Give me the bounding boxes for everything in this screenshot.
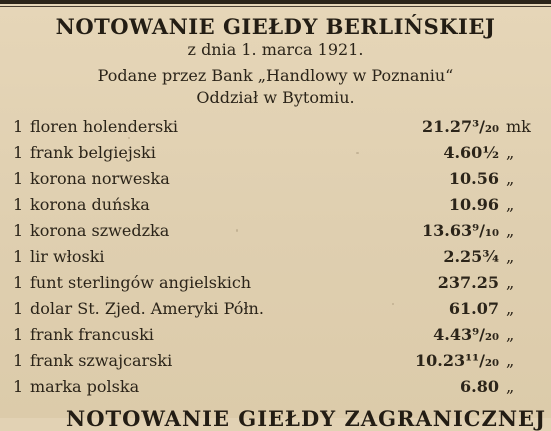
- rate-quantity: 1: [13, 377, 24, 396]
- rate-row: [0, 322, 551, 348]
- currency-name: korona duńska: [30, 195, 150, 214]
- rate-unit: „: [506, 247, 515, 266]
- currency-name: lir włoski: [30, 247, 105, 266]
- source-line: Podane przez Bank „Handlowy w Poznaniu“: [97, 66, 454, 85]
- rate-quantity: 1: [13, 195, 24, 214]
- rate-quantity: 1: [13, 247, 24, 266]
- currency-name: korona szwedzka: [30, 221, 170, 240]
- rate-value: 4.60½: [443, 143, 499, 162]
- branch-line: Oddział w Bytomiu.: [196, 88, 355, 107]
- rate-value: 4.43⁹/₂₀: [433, 325, 499, 344]
- date-line: z dnia 1. marca 1921.: [187, 40, 364, 59]
- rate-unit: „: [506, 377, 515, 396]
- rate-unit: „: [506, 221, 515, 240]
- rate-unit: „: [506, 299, 515, 318]
- paper-speck: [356, 152, 359, 154]
- cut-headline-text: NOTOWANIE GIEŁDY ZAGRANICZNEJ: [66, 406, 546, 431]
- rate-unit: mk: [506, 117, 531, 136]
- rate-unit: „: [506, 195, 515, 214]
- rate-row: [0, 374, 551, 400]
- paper-speck: [392, 303, 394, 305]
- rate-quantity: 1: [13, 273, 24, 292]
- rate-unit: „: [506, 325, 515, 344]
- rate-quantity: 1: [13, 299, 24, 318]
- next-article-headline-cut: [0, 402, 551, 431]
- currency-name: korona norweska: [30, 169, 170, 188]
- rate-value: 10.96: [448, 195, 499, 214]
- currency-name: dolar St. Zjed. Ameryki Półn.: [30, 299, 264, 318]
- currency-name: marka polska: [30, 377, 140, 396]
- rate-quantity: 1: [13, 325, 24, 344]
- rate-row: [0, 270, 551, 296]
- exchange-rate-list: [0, 114, 551, 400]
- rate-value: 6.80: [460, 377, 499, 396]
- rate-row: [0, 140, 551, 166]
- currency-name: frank belgiejski: [30, 143, 156, 162]
- rate-unit: „: [506, 273, 515, 292]
- rate-value: 61.07: [448, 299, 499, 318]
- headline: NOTOWANIE GIEŁDY BERLIŃSKIEJ: [55, 14, 496, 39]
- rate-value: 2.25¾: [443, 247, 499, 266]
- rate-unit: „: [506, 351, 515, 370]
- currency-name: frank francuski: [30, 325, 154, 344]
- currency-name: floren holenderski: [30, 117, 179, 136]
- rate-quantity: 1: [13, 117, 24, 136]
- rate-value: 21.27³/₂₀: [422, 117, 499, 136]
- rate-row: [0, 166, 551, 192]
- currency-name: frank szwajcarski: [30, 351, 173, 370]
- rate-quantity: 1: [13, 143, 24, 162]
- paper-speck: [236, 229, 238, 232]
- rate-value: 10.56: [448, 169, 499, 188]
- top-rule-thin: [0, 6, 551, 7]
- rate-row: [0, 348, 551, 374]
- rate-value: 237.25: [437, 273, 499, 292]
- currency-name: funt sterlingów angielskich: [30, 273, 252, 292]
- rate-quantity: 1: [13, 351, 24, 370]
- rate-value: 13.63⁹/₁₀: [422, 221, 499, 240]
- rate-unit: „: [506, 143, 515, 162]
- rate-row: [0, 218, 551, 244]
- top-rule: [0, 0, 551, 4]
- rate-row: [0, 114, 551, 140]
- rate-row: [0, 192, 551, 218]
- rate-unit: „: [506, 169, 515, 188]
- paper-speck: [128, 137, 130, 139]
- rate-row: [0, 296, 551, 322]
- rate-quantity: 1: [13, 169, 24, 188]
- rate-quantity: 1: [13, 221, 24, 240]
- rate-row: [0, 244, 551, 270]
- rate-value: 10.23¹¹/₂₀: [415, 351, 499, 370]
